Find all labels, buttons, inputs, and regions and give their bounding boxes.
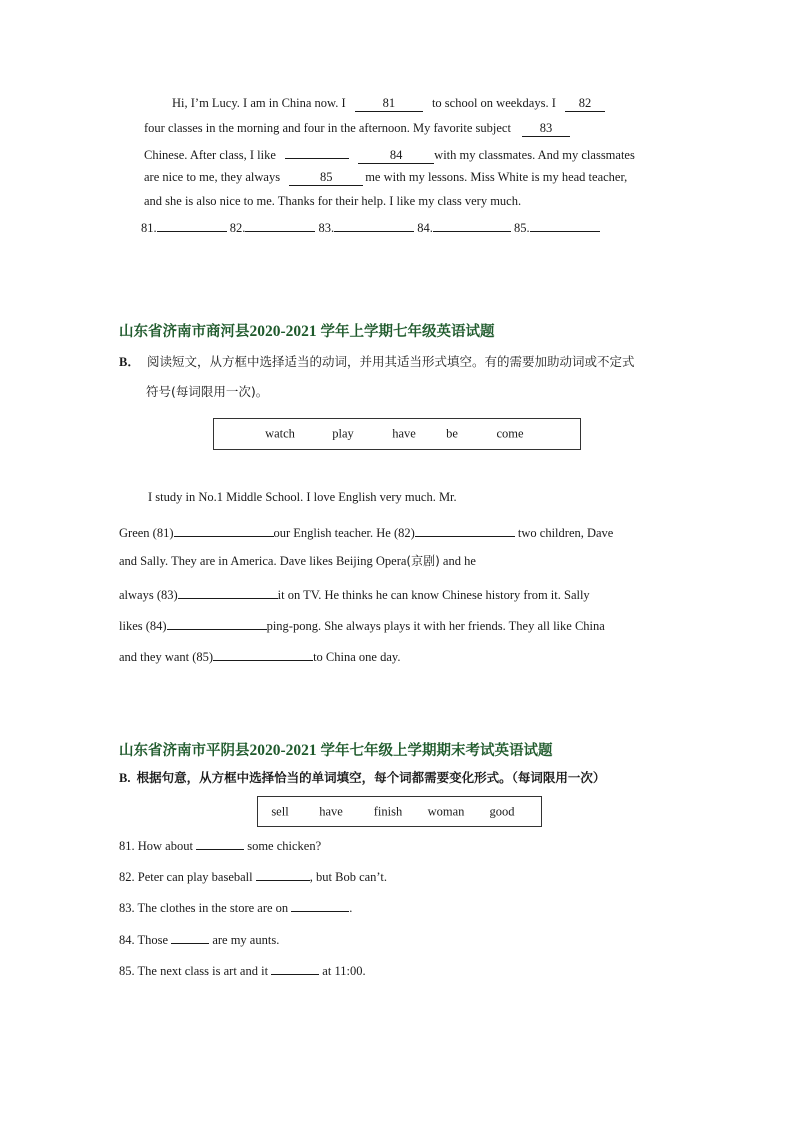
blank-81: 81 xyxy=(355,97,423,112)
passage2-line-5: likes (84) ping-pong. She always plays it with her friends. They all like China xyxy=(119,619,605,633)
section3-heading: 山东省济南市平阴县2020-2021 学年七年级上学期期末考试英语试题 xyxy=(119,742,553,759)
passage1-line-4: are nice to me, they always 85 me with my lessons. Miss White is my head teacher, xyxy=(144,170,628,184)
blank-84: 84 xyxy=(358,149,434,164)
section2-instruction-line-2: 符号(每词限用一次)。 xyxy=(146,384,269,399)
question-82: 82. Peter can play baseball , but Bob can’t. xyxy=(119,870,387,884)
question-85: 85. The next class is art and it at 11:00. xyxy=(119,964,366,978)
question-83: 83. The clothes in the store are on . xyxy=(119,901,353,915)
word-come: come xyxy=(496,426,524,441)
word-be: be xyxy=(446,426,458,441)
section2-heading: 山东省济南市商河县2020-2021 学年上学期七年级英语试题 xyxy=(119,323,495,340)
section3-instruction: B. 根据句意，从方框中选择恰当的单词填空，每个词都需要变化形式。（每词限用一次） xyxy=(119,770,606,785)
passage2-line-3: and Sally. They are in America. Dave likes Beijing Opera(京剧) and he xyxy=(119,554,476,568)
word-woman: woman xyxy=(427,804,465,818)
passage2-line-4: always (83) it on TV. He thinks he can know Chinese history from it. Sally xyxy=(119,588,590,602)
word-watch: watch xyxy=(265,426,295,441)
question-84: 84. Those are my aunts. xyxy=(119,933,280,947)
blank-85: 85 xyxy=(289,171,363,186)
blank-82: 82 xyxy=(565,97,605,112)
passage1-line-5: and she is also nice to me. Thanks for their help. I like my class very much. xyxy=(144,194,522,208)
word-have: have xyxy=(319,804,343,818)
word-box-1 xyxy=(213,418,581,450)
passage2-line-1: I study in No.1 Middle School. I love English very much. Mr. xyxy=(148,490,457,504)
blank-line xyxy=(285,146,349,159)
word-finish: finish xyxy=(373,804,403,818)
word-have: have xyxy=(392,426,416,441)
passage2-line-2: Green (81) our English teacher. He (82) two children, Dave xyxy=(119,526,614,540)
answer-row: 81. 82. 83. 84. 85. xyxy=(141,219,600,235)
passage1-line-1: Hi, I’m Lucy. I am in China now. I 81 to school on weekdays. I 82 xyxy=(172,97,605,112)
passage1-line-2: four classes in the morning and four in the afternoon. My favorite subject 83 xyxy=(144,122,570,137)
word-sell: sell xyxy=(271,804,289,818)
word-play: play xyxy=(332,426,354,441)
passage2-line-6: and they want (85) to China one day. xyxy=(119,650,401,664)
word-good: good xyxy=(489,804,515,818)
passage1-line-3: Chinese. After class, I like 84 with my classmates. And my classmates xyxy=(144,148,635,162)
blank-83: 83 xyxy=(522,122,570,137)
section2-instruction-line-1: B． 阅读短文，从方框中选择适当的动词，并用其适当形式填空。有的需要加助动词或不定式 xyxy=(119,354,635,369)
word-box-2 xyxy=(257,796,542,827)
question-81: 81. How about some chicken? xyxy=(119,839,322,853)
